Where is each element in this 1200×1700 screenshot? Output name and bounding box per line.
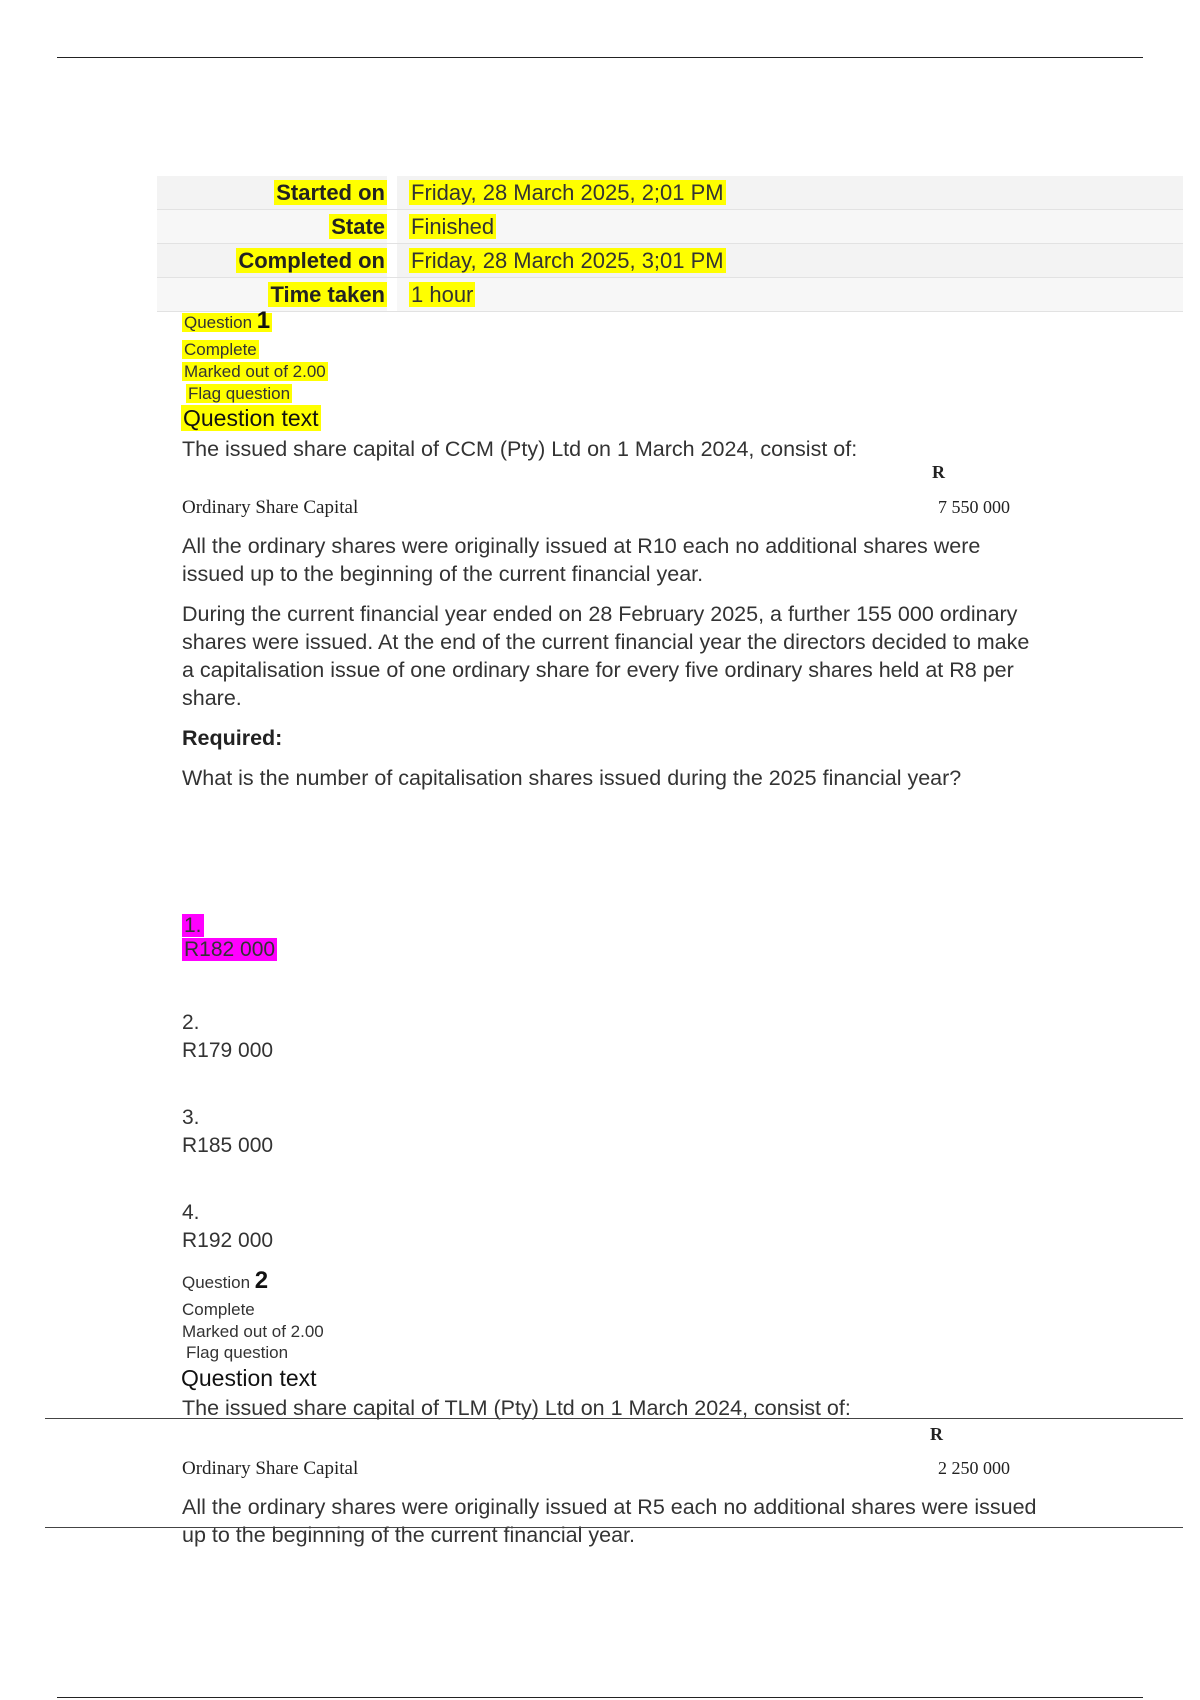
question-2-share-value: 2 250 000 — [938, 1458, 1010, 1478]
question-1-currency: R — [932, 462, 945, 482]
question-1-status: Complete — [184, 340, 257, 359]
question-2-number: 2 — [254, 1267, 269, 1294]
option-2[interactable] — [182, 1009, 273, 1065]
question-1-share-value: 7 550 000 — [938, 497, 1010, 517]
question-2-flag-button[interactable]: Flag question — [186, 1343, 289, 1362]
question-1-text-heading: Question text — [183, 405, 319, 431]
question-1-para1: All the ordinary shares were originally issued at R10 each no additional shares were issued up to the beginning of the current financial year. — [182, 534, 981, 586]
question-1-header — [182, 307, 272, 334]
summary-row-completed — [157, 244, 1183, 278]
question-1-flag-button[interactable]: Flag question — [188, 384, 291, 403]
question-2-currency: R — [930, 1424, 943, 1444]
question-2-header — [182, 1267, 269, 1294]
started-value: Friday, 28 March 2025, 2;01 PM — [411, 180, 724, 205]
bottom-rule — [57, 1697, 1143, 1698]
question-2-marks: Marked out of 2.00 — [182, 1322, 324, 1341]
question-1-share-label: Ordinary Share Capital — [182, 497, 359, 518]
question-1-required: Required: — [182, 726, 283, 750]
started-label: Started on — [276, 180, 385, 205]
top-rule — [57, 57, 1143, 58]
state-value: Finished — [411, 214, 495, 239]
page-break-rule-1 — [45, 1418, 1183, 1419]
question-1-para2: During the current financial year ended on 28 February 2025, a further 155 000 ordinary shares were issued. At the end of the current financial year the directors decided to make a capitalisation issue of one ordinary share for every five ordinary shares held at R8 per share. — [182, 602, 1030, 710]
option-4-value: R192 000 — [182, 1229, 274, 1252]
question-1-prefix: Question — [184, 313, 253, 332]
option-1-number: 1. — [184, 914, 202, 937]
option-3-number: 3. — [182, 1106, 200, 1129]
option-2-value: R179 000 — [182, 1039, 274, 1062]
time-label: Time taken — [270, 282, 385, 307]
option-1-value: R182 000 — [184, 938, 276, 961]
summary-row-state — [157, 210, 1183, 244]
option-4-number: 4. — [182, 1201, 200, 1224]
completed-label: Completed on — [238, 248, 385, 273]
question-1-marks: Marked out of 2.00 — [184, 362, 326, 381]
question-2-intro: The issued share capital of TLM (Pty) Ltd on 1 March 2024, consist of: — [182, 1396, 851, 1420]
question-2-prefix: Question — [182, 1273, 251, 1292]
option-1[interactable] — [182, 914, 277, 962]
option-2-number: 2. — [182, 1011, 200, 1034]
question-2-status: Complete — [182, 1300, 255, 1319]
option-4[interactable] — [182, 1199, 273, 1255]
question-1-number: 1 — [256, 307, 271, 334]
completed-value: Friday, 28 March 2025, 3;01 PM — [411, 248, 724, 273]
option-3[interactable] — [182, 1104, 273, 1160]
question-2-text-heading: Question text — [181, 1365, 317, 1391]
question-1-intro: The issued share capital of CCM (Pty) Ltd on 1 March 2024, consist of: — [182, 437, 858, 461]
summary-row-started — [157, 176, 1183, 210]
option-3-value: R185 000 — [182, 1134, 274, 1157]
summary-row-time — [157, 278, 1183, 312]
question-2-share-label: Ordinary Share Capital — [182, 1458, 359, 1479]
state-label: State — [331, 214, 385, 239]
page-break-rule-2 — [45, 1527, 1183, 1528]
attempt-summary-table — [157, 176, 1183, 312]
question-1-prompt: What is the number of capitalisation shares issued during the 2025 financial year? — [182, 766, 962, 790]
time-value: 1 hour — [411, 282, 474, 307]
question-2-para1: All the ordinary shares were originally issued at R5 each no additional shares were issued up to the beginning of the current financial year. — [182, 1495, 1037, 1547]
